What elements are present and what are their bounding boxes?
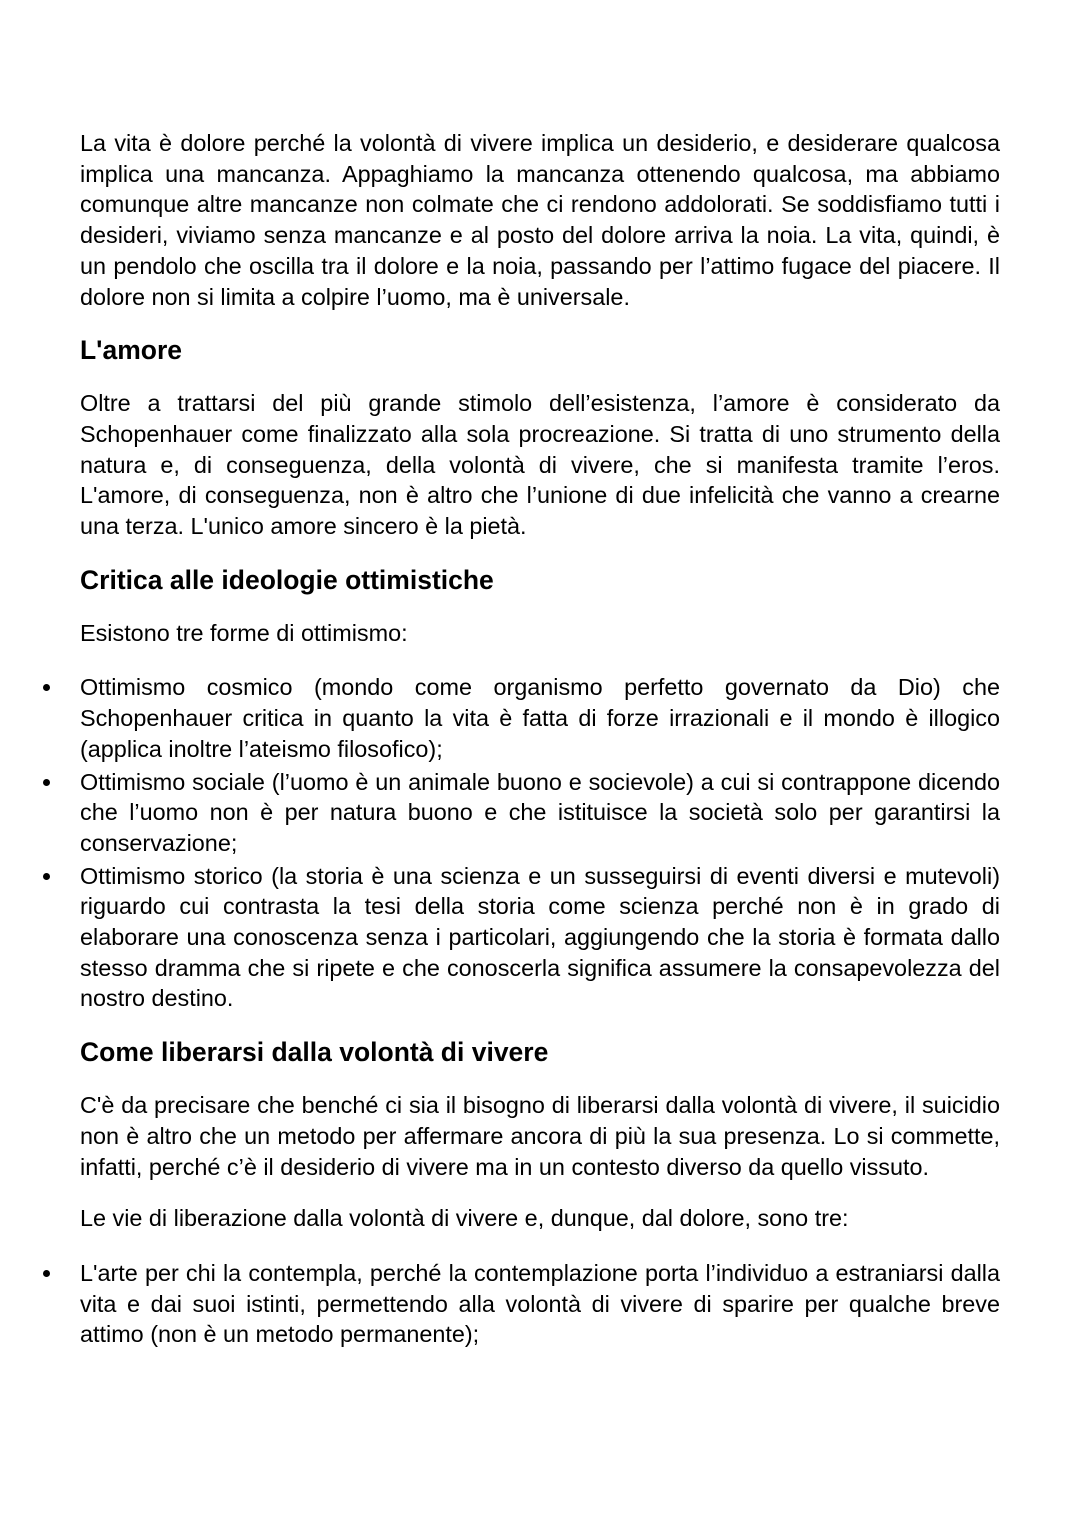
list-item-text: Ottimismo storico (la storia è una scienza e un susseguirsi di eventi diversi e mutevoli) riguardo cui contrasta la tesi della storia come scienza perché non è in grado di elaborare una conoscenza senza i particolari, aggiungendo che la storia è formata dallo stesso dramma che si ripete e che conoscerla significa assumere la consapevolezza del nostro destino. (80, 862, 1000, 1012)
document-page (80, 128, 1000, 1352)
paragraph-vie-liberazione: Le vie di liberazione dalla volontà di vivere e, dunque, dal dolore, sono tre: (80, 1205, 849, 1232)
bullet-icon (43, 1270, 50, 1277)
paragraph-forme-ottimismo: Esistono tre forme di ottimismo: (80, 619, 408, 646)
list-item (80, 861, 1000, 1015)
heading-amore: L'amore (80, 335, 183, 366)
list-item-text: Ottimismo cosmico (mondo come organismo perfetto governato da Dio) che Schopenhauer critica in quanto la vita è fatta di forze irrazionali e il mondo è illogico (applica inoltre l’ateismo filosofico); (80, 674, 1000, 762)
liberation-list (80, 1258, 1000, 1350)
paragraph-suicidio: C'è da precisare che benché ci sia il bisogno di liberarsi dalla volontà di vivere, il suicidio non è altro che un metodo per affermare ancora di più la sua presenza. Lo si commette, infatti, perché c’è il desiderio di vivere ma in un contesto diverso da quello vissuto. (80, 1092, 1000, 1180)
list-item (80, 767, 1000, 859)
list-item (80, 1258, 1000, 1350)
heading-critica-ottimismo: Critica alle ideologie ottimistiche (80, 564, 494, 595)
list-item (80, 672, 1000, 764)
paragraph-amore: Oltre a trattarsi del più grande stimolo dell’esistenza, l’amore è considerato da Schopenhauer come finalizzato alla sola procreazione. Si tratta di uno strumento della natura e, di conseguenza, della volontà di vivere, che si manifesta tramite l’eros. L'amore, di conseguenza, non è altro che l’unione di due infelicità che vanno a crearne una terza. L'unico amore sincero è la pietà. (80, 390, 1000, 540)
list-item-text: Ottimismo sociale (l’uomo è un animale buono e socievole) a cui si contrappone dicendo che l’uomo non è per natura buono e che istituisce la società solo per garantirsi la conservazione; (80, 768, 1000, 856)
paragraph-vita-dolore: La vita è dolore perché la volontà di vivere implica un desiderio, e desiderare qualcosa implica una mancanza. Appaghiamo la mancanza ottenendo qualcosa, ma abbiamo comunque altre mancanze non colmate che ci rendono addolorati. Se soddisfiamo tutti i desideri, viviamo senza mancanze e al posto del dolore arriva la noia. La vita, quindi, è un pendolo che oscilla tra il dolore e la noia, passando per l’attimo fugace del piacere. Il dolore non si limita a colpire l’uomo, ma è universale. (80, 130, 1000, 310)
bullet-icon (43, 779, 50, 786)
optimism-list (80, 672, 1000, 1014)
bullet-icon (43, 684, 50, 691)
heading-liberarsi: Come liberarsi dalla volontà di vivere (80, 1037, 549, 1068)
bullet-icon (43, 873, 50, 880)
list-item-text: L'arte per chi la contempla, perché la contemplazione porta l’individuo a estraniarsi dalla vita e dai suoi istinti, permettendo alla volontà di vivere di sparire per qualche breve attimo (non è un metodo permanente); (80, 1259, 1000, 1348)
